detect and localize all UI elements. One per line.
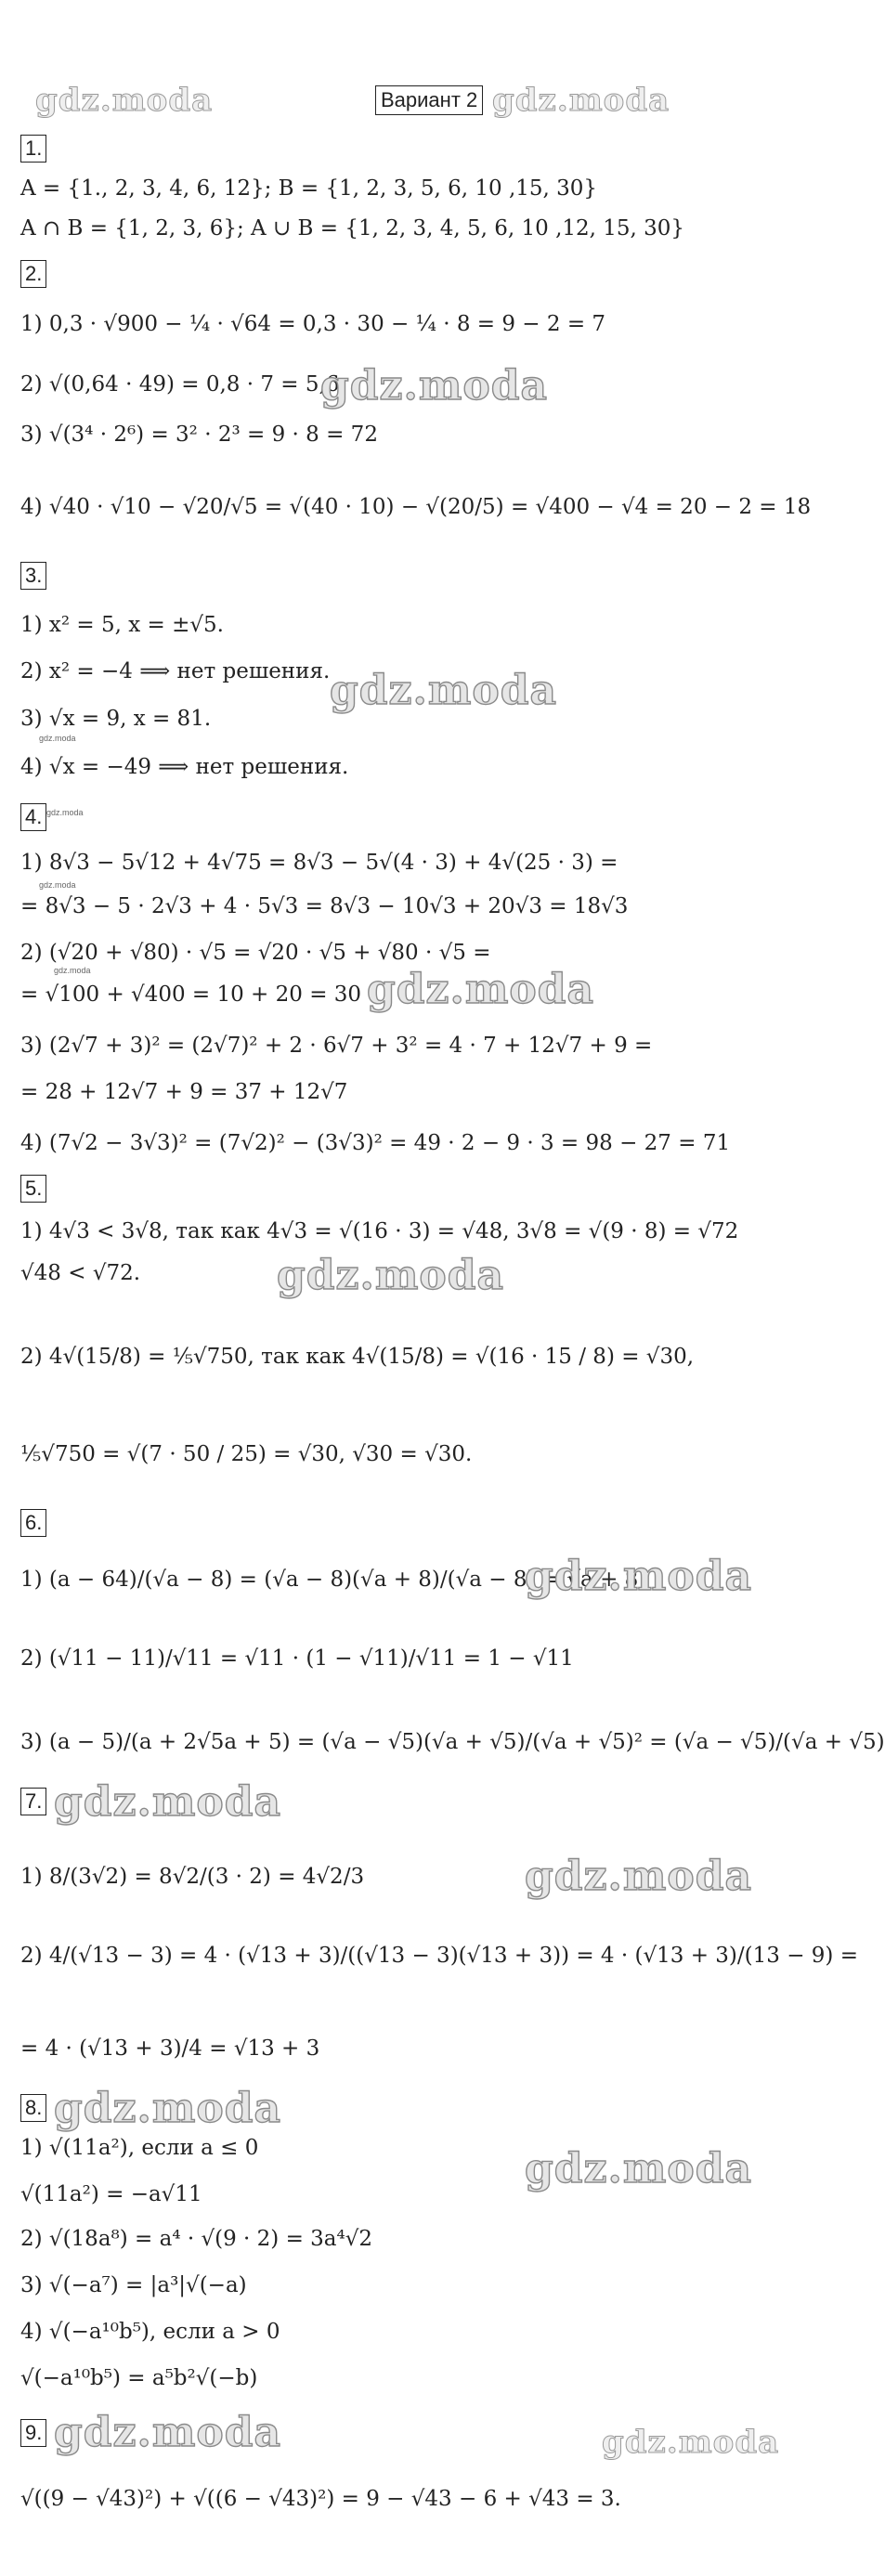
task-line: 1) 0,3 · √900 − ¼ · √64 = 0,3 · 30 − ¼ · 8 = 9 − 2 = 7 <box>20 312 606 336</box>
task-line: 2) √(0,64 · 49) = 0,8 · 7 = 5,6 <box>20 372 340 397</box>
task-line: = √100 + √400 = 10 + 20 = 30 <box>20 982 362 1007</box>
watermark-logo: gdz.moda <box>54 1778 282 1826</box>
task-line: ⅕√750 = √(7 · 50 / 25) = √30, √30 = √30. <box>20 1442 473 1466</box>
watermark-small: gdz.moda <box>46 808 84 817</box>
watermark-logo: gdz.moda <box>35 82 214 119</box>
watermark-logo: gdz.moda <box>54 2409 282 2456</box>
task-line: 2) x² = −4 ⟹ нет решения. <box>20 659 331 683</box>
task-number: 4. <box>20 803 46 831</box>
watermark-logo: gdz.moda <box>525 1853 753 1900</box>
task-line: 4) √(−a¹⁰b⁵), если a > 0 <box>20 2320 280 2344</box>
task-line: √48 < √72. <box>20 1261 141 1285</box>
task-line: A = {1., 2, 3, 4, 6, 12}; B = {1, 2, 3, 5, 6, 10 ,15, 30} <box>20 176 598 201</box>
watermark-logo: gdz.moda <box>320 362 549 410</box>
task-line: 1) 8/(3√2) = 8√2/(3 · 2) = 4√2/3 <box>20 1865 365 1889</box>
task-line: 1) x² = 5, x = ±√5. <box>20 613 224 637</box>
task-line: 2) √(18a⁸) = a⁴ · √(9 · 2) = 3a⁴√2 <box>20 2227 373 2251</box>
watermark-logo: gdz.moda <box>54 2085 282 2132</box>
watermark-logo: gdz.moda <box>277 1252 505 1299</box>
task-line: 3) (a − 5)/(a + 2√5a + 5) = (√a − √5)(√a + √5)/(√a + √5)² = (√a − √5)/(√a + √5) <box>20 1730 885 1754</box>
task-number: 7. <box>20 1788 46 1815</box>
task-number: 3. <box>20 562 46 590</box>
task-line: = 4 · (√13 + 3)/4 = √13 + 3 <box>20 2036 320 2061</box>
task-number: 2. <box>20 260 46 288</box>
task-line: √(−a¹⁰b⁵) = a⁵b²√(−b) <box>20 2366 258 2390</box>
watermark-logo: gdz.moda <box>525 2145 753 2192</box>
task-number: 1. <box>20 135 46 163</box>
task-line: 1) (a − 64)/(√a − 8) = (√a − 8)(√a + 8)/(√a − 8) = √a + 8 <box>20 1568 639 1592</box>
task-number: 6. <box>20 1509 46 1537</box>
watermark-small: gdz.moda <box>39 734 76 743</box>
watermark-logo: gdz.moda <box>367 966 595 1013</box>
task-number: 8. <box>20 2094 46 2122</box>
task-line: 1) 4√3 < 3√8, так как 4√3 = √(16 · 3) = √48, 3√8 = √(9 · 8) = √72 <box>20 1219 739 1243</box>
task-line: = 8√3 − 5 · 2√3 + 4 · 5√3 = 8√3 − 10√3 + 20√3 = 18√3 <box>20 894 629 918</box>
watermark-logo: gdz.moda <box>330 667 558 714</box>
task-line: 2) 4√(15/8) = ⅕√750, так как 4√(15/8) = √(16 · 15 / 8) = √30, <box>20 1345 695 1369</box>
task-line: 3) √x = 9, x = 81. <box>20 707 212 731</box>
watermark-logo: gdz.moda <box>492 82 670 119</box>
task-line: = 28 + 12√7 + 9 = 37 + 12√7 <box>20 1080 348 1104</box>
watermark-small: gdz.moda <box>39 880 76 890</box>
watermark-logo: gdz.moda <box>525 1553 753 1600</box>
task-line: 3) (2√7 + 3)² = (2√7)² + 2 · 6√7 + 3² = 4 · 7 + 12√7 + 9 = <box>20 1034 653 1058</box>
task-number: 5. <box>20 1175 46 1203</box>
watermark-small: gdz.moda <box>54 966 91 975</box>
task-line: 1) 8√3 − 5√12 + 4√75 = 8√3 − 5√(4 · 3) + 4√(25 · 3) = <box>20 851 618 875</box>
task-line: 2) (√11 − 11)/√11 = √11 · (1 − √11)/√11 = 1 − √11 <box>20 1646 574 1671</box>
task-line: 2) (√20 + √80) · √5 = √20 · √5 + √80 · √5 = <box>20 941 491 965</box>
task-line: 3) √(−a⁷) = |a³|√(−a) <box>20 2273 247 2297</box>
task-line: 2) 4/(√13 − 3) = 4 · (√13 + 3)/((√13 − 3)(√13 + 3)) = 4 · (√13 + 3)/(13 − 9) = <box>20 1944 858 1968</box>
task-line: √((9 − √43)²) + √((6 − √43)²) = 9 − √43 − 6 + √43 = 3. <box>20 2487 621 2511</box>
task-line: √(11a²) = −a√11 <box>20 2182 202 2206</box>
task-line: 1) √(11a²), если a ≤ 0 <box>20 2136 259 2160</box>
variant-label: Вариант 2 <box>375 85 483 115</box>
task-line: 3) √(3⁴ · 2⁶) = 3² · 2³ = 9 · 8 = 72 <box>20 423 378 447</box>
task-line: 4) (7√2 − 3√3)² = (7√2)² − (3√3)² = 49 · 2 − 9 · 3 = 98 − 27 = 71 <box>20 1131 731 1155</box>
task-number: 9. <box>20 2419 46 2447</box>
watermark-logo: gdz.moda <box>602 2424 780 2461</box>
task-line: A ∩ B = {1, 2, 3, 6}; A ∪ B = {1, 2, 3, 4, 5, 6, 10 ,12, 15, 30} <box>20 216 685 241</box>
task-line: 4) √x = −49 ⟹ нет решения. <box>20 755 349 779</box>
task-line: 4) √40 · √10 − √20/√5 = √(40 · 10) − √(20/5) = √400 − √4 = 20 − 2 = 18 <box>20 495 812 519</box>
